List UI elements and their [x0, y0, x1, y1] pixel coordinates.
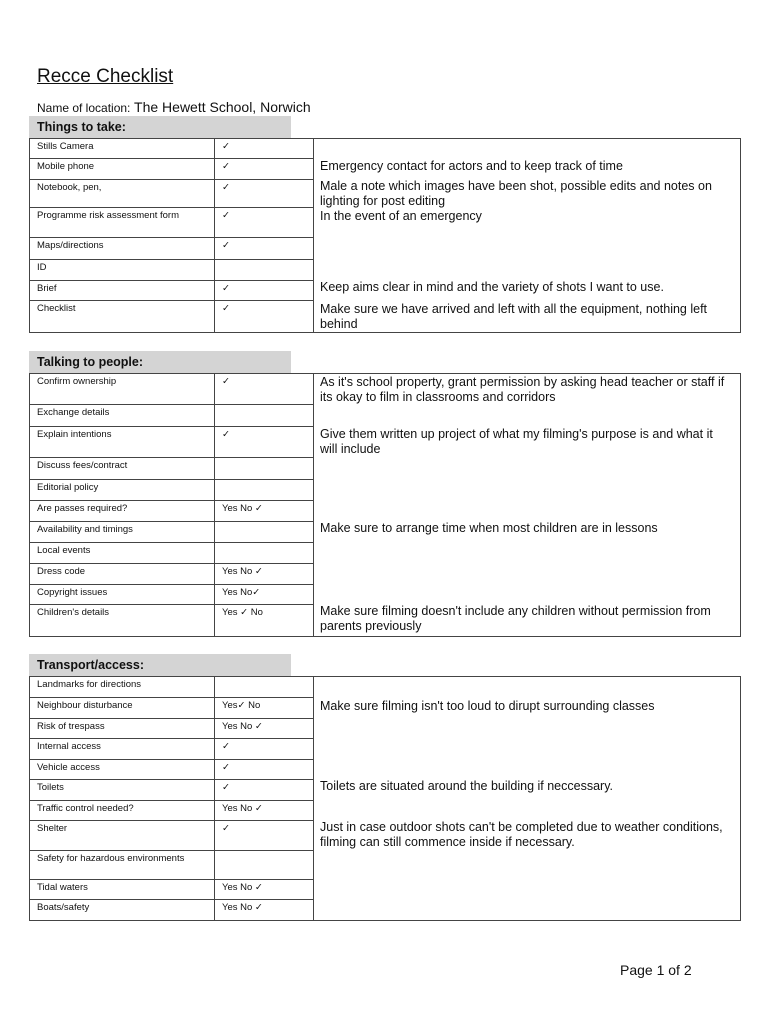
checklist-mark: ✓: [215, 427, 314, 458]
checklist-mark: Yes No ✓: [215, 719, 314, 739]
checklist-item: Traffic control needed?: [30, 801, 215, 821]
checklist-mark: Yes No ✓: [215, 501, 314, 522]
checklist-item: Boats/safety: [30, 900, 215, 921]
checklist-mark: ✓: [215, 281, 314, 301]
checklist-mark: Yes No ✓: [215, 801, 314, 821]
note-text: Give them written up project of what my filming's purpose is and what it will include: [320, 427, 713, 456]
checklist-mark: ✓: [215, 139, 314, 159]
checklist-mark: ✓: [215, 760, 314, 780]
checklist-mark: ✓: [215, 780, 314, 801]
checklist-item: Discuss fees/contract: [30, 458, 215, 480]
checklist-item: Explain intentions: [30, 427, 215, 458]
checklist-mark: Yes✓ No: [215, 698, 314, 719]
checklist-table: [29, 676, 741, 921]
checklist-item: Stills Camera: [30, 139, 215, 159]
checklist-mark: ✓: [215, 159, 314, 180]
note-text: Toilets are situated around the building if neccessary.: [320, 779, 613, 793]
checklist-item: Are passes required?: [30, 501, 215, 522]
checklist-mark: [215, 851, 314, 880]
section-heading: Talking to people:: [29, 351, 291, 373]
checklist-mark: ✓: [215, 821, 314, 851]
checklist-item: ID: [30, 260, 215, 281]
page-number: Page 1 of 2: [620, 962, 692, 978]
checklist-mark: ✓: [215, 180, 314, 208]
note-text: Make sure filming doesn't include any children without permission from parents previously: [320, 604, 711, 633]
note-text: Make sure to arrange time when most children are in lessons: [320, 521, 658, 535]
checklist-mark: ✓: [215, 301, 314, 333]
checklist-item: Copyright issues: [30, 585, 215, 605]
checklist-item: Exchange details: [30, 405, 215, 427]
checklist-item: Brief: [30, 281, 215, 301]
note-text: Make sure filming isn't too loud to dirupt surrounding classes: [320, 699, 655, 713]
checklist-mark: ✓: [215, 374, 314, 405]
checklist-mark: [215, 522, 314, 543]
checklist-mark: [215, 480, 314, 501]
location-value: The Hewett School, Norwich: [130, 99, 311, 115]
checklist-item: Programme risk assessment form: [30, 208, 215, 238]
checklist-item: Editorial policy: [30, 480, 215, 501]
note-text: Male a note which images have been shot, possible edits and notes on lighting for post editing: [320, 179, 712, 208]
checklist-item: Notebook, pen,: [30, 180, 215, 208]
checklist-item: Dress code: [30, 564, 215, 585]
notes-cell: [314, 374, 741, 637]
checklist-mark: [215, 405, 314, 427]
checklist-item: Maps/directions: [30, 238, 215, 260]
checklist-item: Vehicle access: [30, 760, 215, 780]
checklist-item: Safety for hazardous environments: [30, 851, 215, 880]
note-text: Make sure we have arrived and left with all the equipment, nothing left behind: [320, 302, 708, 331]
checklist-mark: [215, 260, 314, 281]
checklist-mark: Yes No ✓: [215, 900, 314, 921]
checklist-table: [29, 373, 741, 637]
notes-cell: [314, 139, 741, 333]
checklist-item: Mobile phone: [30, 159, 215, 180]
note-text: Keep aims clear in mind and the variety of shots I want to use.: [320, 280, 664, 294]
checklist-item: Confirm ownership: [30, 374, 215, 405]
checklist-item: Neighbour disturbance: [30, 698, 215, 719]
checklist-mark: Yes No✓: [215, 585, 314, 605]
checklist-item: Local events: [30, 543, 215, 564]
checklist-mark: ✓: [215, 238, 314, 260]
checklist-item: Landmarks for directions: [30, 677, 215, 698]
checklist-mark: [215, 677, 314, 698]
checklist-item: Risk of trespass: [30, 719, 215, 739]
section-transport-access: [29, 654, 741, 921]
location-line: [37, 99, 311, 115]
location-label: Name of location:: [37, 101, 131, 115]
checklist-mark: [215, 543, 314, 564]
checklist-item: Shelter: [30, 821, 215, 851]
checklist-mark: Yes ✓ No: [215, 605, 314, 637]
checklist-item: Internal access: [30, 739, 215, 760]
checklist-item: Toilets: [30, 780, 215, 801]
checklist-mark: ✓: [215, 739, 314, 760]
checklist-mark: Yes No ✓: [215, 564, 314, 585]
note-text: Just in case outdoor shots can't be completed due to weather conditions, filming can still commence inside if necessary.: [320, 820, 723, 849]
note-text: In the event of an emergency: [320, 209, 482, 223]
checklist-mark: Yes No ✓: [215, 880, 314, 900]
checklist-mark: ✓: [215, 208, 314, 238]
document-title: Recce Checklist: [37, 66, 174, 87]
section-heading: Transport/access:: [29, 654, 291, 676]
section-things-to-take: [29, 116, 741, 333]
checklist-table: [29, 138, 741, 333]
section-talking-to-people: [29, 351, 741, 637]
note-text: As it's school property, grant permission by asking head teacher or staff if its okay to film in classrooms and corridors: [320, 375, 725, 404]
checklist-mark: [215, 458, 314, 480]
notes-cell: [314, 677, 741, 921]
checklist-item: Children's details: [30, 605, 215, 637]
checklist-item: Tidal waters: [30, 880, 215, 900]
note-text: Emergency contact for actors and to keep track of time: [320, 159, 623, 173]
checklist-item: Availability and timings: [30, 522, 215, 543]
section-heading: Things to take:: [29, 116, 291, 138]
checklist-item: Checklist: [30, 301, 215, 333]
